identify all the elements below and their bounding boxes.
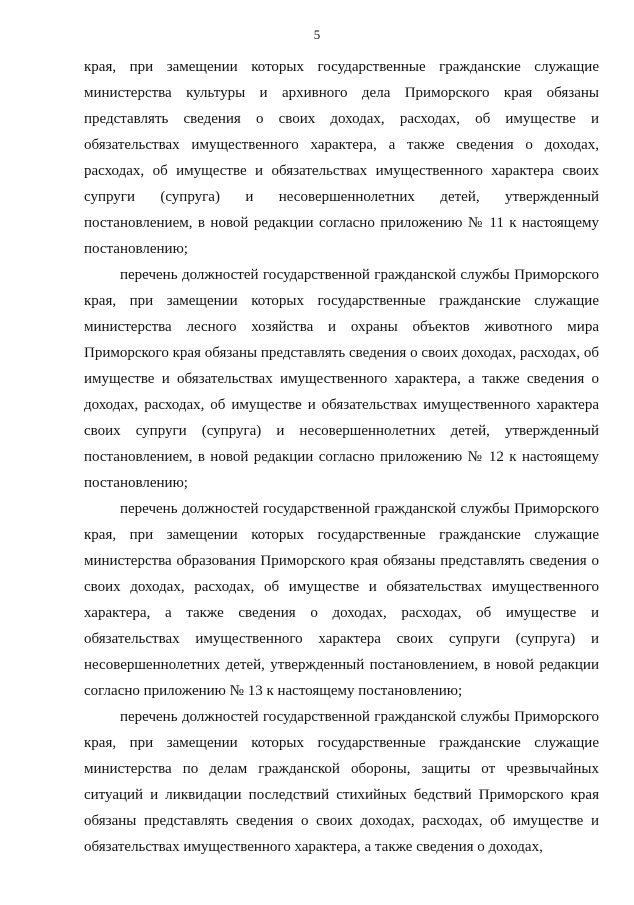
paragraph: перечень должностей государственной гражданской службы Приморского края, при замещении которых государственные гражданские служащие министерства по делам гражданской обороны, защиты от чрезвычайных ситуаций и ликвидации последствий стихийных бедствий Приморского края обязаны представлять сведения о своих доходах, расходах, об имуществе и обязательствах имущественного характера, а также сведения о доходах, bbox=[84, 709, 599, 855]
paragraph: перечень должностей государственной гражданской службы Приморского края, при замещении которых государственные гражданские служащие министерства лесного хозяйства и охраны объектов животного мира Приморского края обязаны представлять сведения о своих доходах, расходах, об имуществе и обязательствах имущественного характера, а также сведения о доходах, расходах, об имуществе и обязательствах имущественного характера своих супруги (супруга) и несовершеннолетних детей, утвержденный постановлением, в новой редакции согласно приложению № 12 к настоящему постановлению; bbox=[84, 267, 599, 491]
paragraph-continuation: края, при замещении которых государственные гражданские служащие министерства культуры и архивного дела Приморского края обязаны представлять сведения о своих доходах, расходах, об имуществе и обязательствах имущественного характера, а также сведения о доходах, расходах, об имуществе и обязательствах имущественного характера своих супруги (супруга) и несовершеннолетних детей, утвержденный постановлением, в новой редакции согласно приложению № 11 к настоящему постановлению; bbox=[84, 59, 599, 257]
page-number: 5 bbox=[313, 27, 321, 42]
document-body bbox=[84, 54, 599, 860]
paragraph: перечень должностей государственной гражданской службы Приморского края, при замещении которых государственные гражданские служащие министерства образования Приморского края обязаны представлять сведения о своих доходах, расходах, об имуществе и обязательствах имущественного характера, а также сведения о доходах, расходах, об имуществе и обязательствах имущественного характера своих супруги (супруга) и несовершеннолетних детей, утвержденный постановлением, в новой редакции согласно приложению № 13 к настоящему постановлению; bbox=[84, 501, 599, 699]
